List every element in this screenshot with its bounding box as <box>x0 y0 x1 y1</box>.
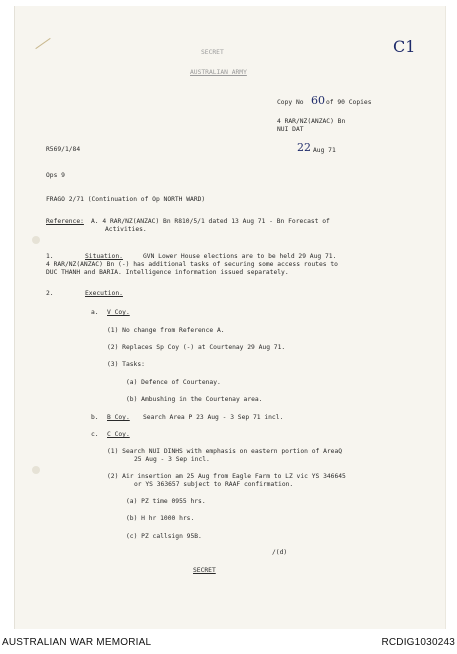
sub-c-item-1-line-1: (1) Search NUI DINHS with emphasis on eastern portion of AreaQ <box>107 448 343 455</box>
h-hr: (b) H hr 1000 hrs. <box>126 515 195 522</box>
ops-number: Ops 9 <box>46 172 65 179</box>
archive-reference: RCDIG1030243 <box>381 637 455 648</box>
sub-a-item-3: (3) Tasks: <box>107 361 145 368</box>
sub-a-task-b: (b) Ambushing in the Courtenay area. <box>126 396 263 403</box>
sub-a-heading: V Coy. <box>107 309 130 316</box>
handwritten-sheet-ref: C1 <box>393 37 416 56</box>
para-1-line-1: GVN Lower House elections are to be held 29 Aug 71. <box>143 253 337 260</box>
sub-b-text: Search Area P 23 Aug - 3 Sep 71 incl. <box>143 414 284 421</box>
file-reference: R569/1/84 <box>46 146 81 153</box>
date-month-year: Aug 71 <box>313 147 336 154</box>
classification-bottom: SECRET <box>193 567 216 574</box>
reference-label: Reference: <box>46 218 84 225</box>
pz-callsign: (c) PZ callsign 95B. <box>126 533 202 540</box>
classification-top: SECRET <box>201 49 224 56</box>
copy-no-label: Copy No <box>277 99 304 106</box>
copies-label: of 90 Copies <box>326 99 372 106</box>
sub-c-item-2-line-1: (2) Air insertion am 25 Aug from Eagle Farm to LZ vic YS 346645 <box>107 473 346 480</box>
sub-a-letter: a. <box>91 309 99 316</box>
sub-a-item-2: (2) Replaces Sp Coy (-) at Courtenay 29 Aug 71. <box>107 344 286 351</box>
sub-b-heading: B Coy. <box>107 414 130 421</box>
document-page <box>14 6 446 629</box>
copy-no-handwritten: 60 <box>311 94 325 107</box>
sub-a-task-a: (a) Defence of Courtenay. <box>126 379 221 386</box>
continuation-mark: /(d) <box>272 549 288 556</box>
para-1-line-3: DUC THANH and BARIA. Intelligence information issued separately. <box>46 269 289 276</box>
unit: 4 RAR/NZ(ANZAC) Bn <box>277 118 346 125</box>
sub-c-heading: C Coy. <box>107 431 130 438</box>
para-1-heading: Situation. <box>85 253 123 260</box>
punch-hole-top <box>32 236 40 244</box>
date-day-handwritten: 22 <box>297 141 311 154</box>
force-heading: AUSTRALIAN ARMY <box>190 69 247 76</box>
sub-c-letter: c. <box>91 431 99 438</box>
frago-title: FRAGO 2/71 (Continuation of Op NORTH WARD) <box>46 196 206 203</box>
reference-line-2: Activities. <box>105 226 147 233</box>
archive-name: AUSTRALIAN WAR MEMORIAL <box>2 637 152 648</box>
para-1-line-2: 4 RAR/NZ(ANZAC) Bn (-) has additional tasks of securing some access routes to <box>46 261 338 268</box>
pz-time: (a) PZ time 0955 hrs. <box>126 498 206 505</box>
sub-a-item-1: (1) No change from Reference A. <box>107 327 225 334</box>
para-2-heading: Execution. <box>85 290 123 297</box>
sub-c-item-2-line-2: or YS 363657 subject to RAAF confirmation. <box>134 481 294 488</box>
punch-hole-bottom <box>32 466 40 474</box>
pencil-mark <box>35 38 50 49</box>
sub-c-item-1-line-2: 25 Aug - 3 Sep incl. <box>134 456 210 463</box>
para-2-number: 2. <box>46 290 54 297</box>
location: NUI DAT <box>277 126 304 133</box>
para-1-number: 1. <box>46 253 54 260</box>
reference-line-1: A. 4 RAR/NZ(ANZAC) Bn R810/5/1 dated 13 Aug 71 - Bn Forecast of <box>91 218 330 225</box>
sub-b-letter: b. <box>91 414 99 421</box>
